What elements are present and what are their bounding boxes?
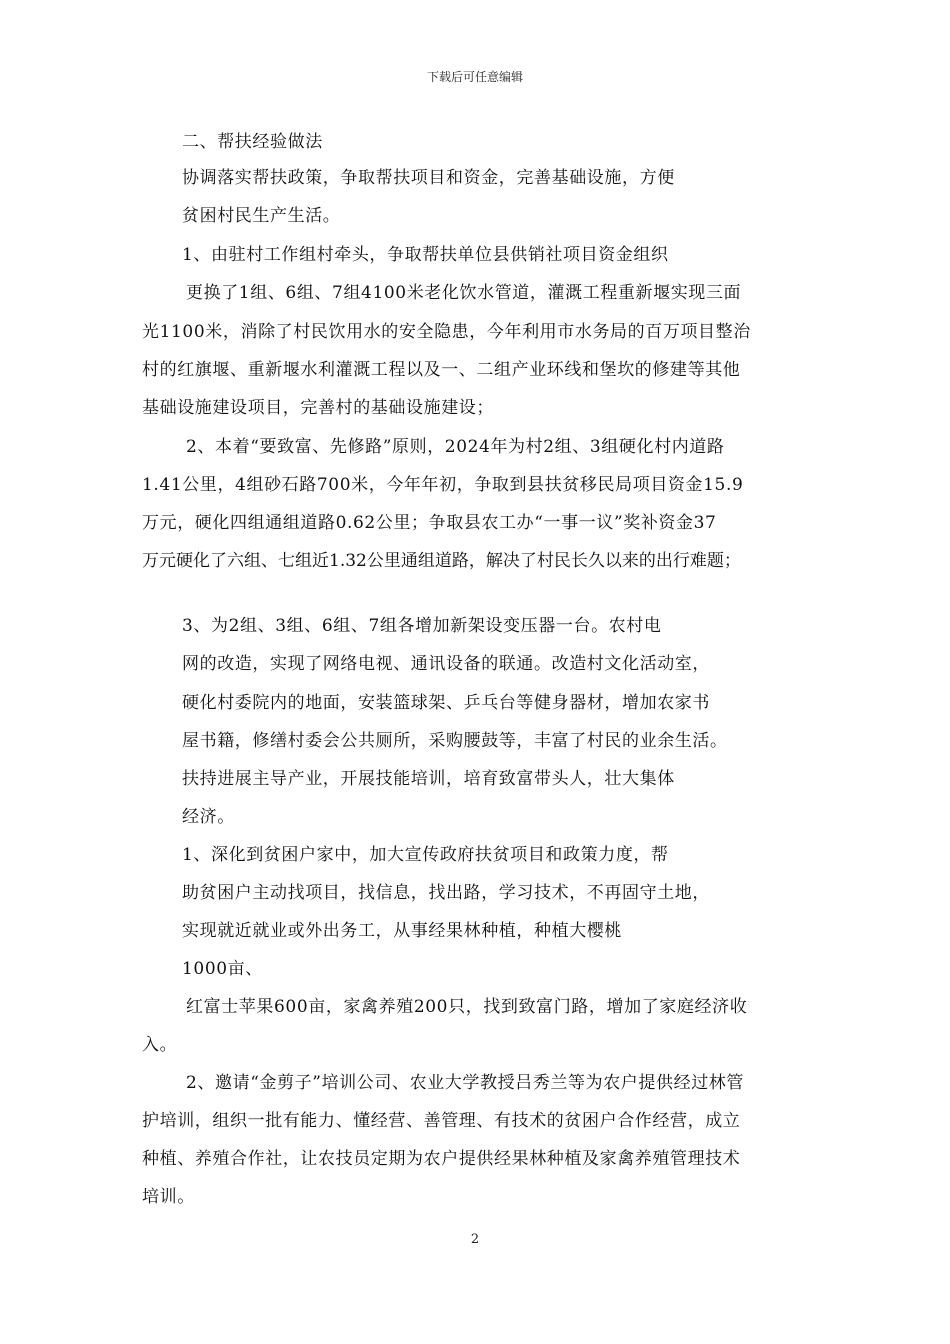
text-line: 网的改造，实现了网络电视、通讯设备的联通。改造村文化活动室，	[182, 654, 710, 674]
section-heading: 二、帮扶经验做法	[182, 132, 323, 152]
text-line: 村的红旗堰、重新堰水利灌溉工程以及一、二组产业环线和堡坎的修建等其他	[142, 360, 741, 380]
text-line: 万元，硬化四组通组道路0.62公里；争取县农工办“一事一议”奖补资金37	[142, 513, 717, 533]
text-line: 2、邀请“金剪子”培训公司、农业大学教授吕秀兰等为农户提供经过林管	[186, 1073, 744, 1093]
text-line: 种植、养殖合作社，让农技员定期为农户提供经果林种植及家禽养殖管理技术	[142, 1149, 741, 1169]
page-number: 2	[470, 1232, 480, 1247]
text-line: 硬化村委院内的地面，安装篮球架、乒乓台等健身器材，增加农家书	[182, 693, 710, 713]
text-line: 实现就近就业或外出务工，从事经果林种植，种植大樱桃	[182, 921, 622, 941]
text-line: 1、由驻村工作组村牵头，争取帮扶单位县供销社项目资金组织	[182, 245, 669, 265]
text-line: 培训。	[142, 1187, 195, 1207]
text-line: 2、本着“要致富、先修路”原则，2024年为村2组、3组硬化村内道路	[186, 437, 725, 457]
text-line: 扶持进展主导产业，开展技能培训，培育致富带头人，壮大集体	[182, 769, 675, 789]
text-line: 1、深化到贫困户家中，加大宣传政府扶贫项目和政策力度，帮	[182, 845, 669, 865]
text-line: 1.41公里，4组砂石路700米，今年年初，争取到县扶贫移民局项目资金15.9	[142, 475, 744, 495]
page-header: 下载后可任意编辑	[426, 70, 523, 84]
text-line: 红富士苹果600亩，家禽养殖200只，找到致富门路，增加了家庭经济收	[186, 997, 748, 1017]
text-line: 更换了1组、6组、7组4100米老化饮水管道，灌溉工程重新堰实现三面	[186, 283, 742, 303]
text-line: 协调落实帮扶政策，争取帮扶项目和资金，完善基础设施，方便	[182, 168, 675, 188]
text-line: 护培训，组织一批有能力、懂经营、善管理、有技术的贫困户合作经营，成立	[142, 1111, 741, 1131]
text-line: 经济。	[182, 807, 235, 827]
text-line: 屋书籍，修缮村委会公共厕所，采购腰鼓等，丰富了村民的业余生活。	[182, 731, 728, 751]
text-line: 贫困村民生产生活。	[182, 206, 341, 226]
text-line: 入。	[142, 1035, 178, 1055]
text-line: 万元硬化了六组、七组近1.32公里通组道路，解决了村民长久以来的出行难题；	[142, 551, 741, 571]
text-line: 光1100米，消除了村民饮用水的安全隐患，今年利用市水务局的百万项目整治	[142, 322, 751, 342]
text-line: 助贫困户主动找项目，找信息，找出路，学习技术，不再固守土地，	[182, 883, 710, 903]
text-line: 3、为2组、3组、6组、7组各增加新架设变压器一台。农村电	[182, 616, 662, 636]
text-line: 1000亩、	[182, 959, 263, 979]
text-line: 基础设施建设项目，完善村的基础设施建设；	[142, 398, 494, 418]
